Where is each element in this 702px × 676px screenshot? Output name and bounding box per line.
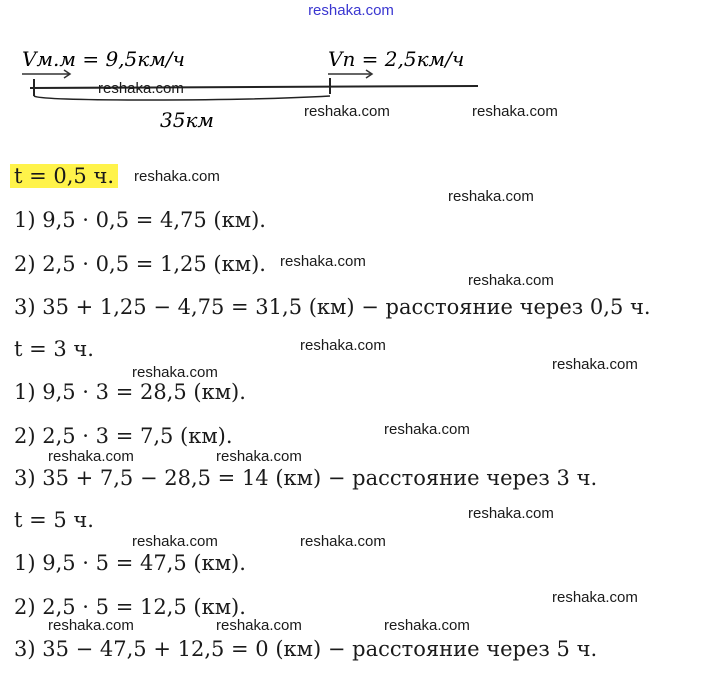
distance-label: 35км: [160, 108, 214, 132]
watermark: reshaka.com: [384, 617, 470, 634]
result-line: 3) 35 + 7,5 − 28,5 = 14 (км) − расстояние через 3 ч.: [14, 466, 598, 490]
result-line: 3) 35 + 1,25 − 4,75 = 31,5 (км) − расстояние через 0,5 ч.: [14, 295, 651, 319]
step-line: 1) 9,5 · 5 = 47,5 (км).: [14, 551, 246, 575]
watermark: reshaka.com: [280, 253, 366, 270]
watermark: reshaka.com: [300, 337, 386, 354]
time-heading-3: t = 5 ч.: [14, 508, 94, 532]
step-line: 2) 2,5 · 5 = 12,5 (км).: [14, 595, 246, 619]
watermark: reshaka.com: [132, 533, 218, 550]
step-line: 2) 2,5 · 0,5 = 1,25 (км).: [14, 252, 266, 276]
watermark: reshaka.com: [48, 448, 134, 465]
watermark: reshaka.com: [468, 272, 554, 289]
speed-left-label: Vм.м = 9,5км/ч: [22, 47, 185, 71]
watermark: reshaka.com: [472, 103, 558, 120]
step-line: 2) 2,5 · 3 = 7,5 (км).: [14, 424, 233, 448]
watermark: reshaka.com: [98, 80, 184, 97]
watermark: reshaka.com: [304, 103, 390, 120]
watermark: reshaka.com: [384, 421, 470, 438]
speed-right-label: Vп = 2,5км/ч: [328, 47, 465, 71]
result-line: 3) 35 − 47,5 + 12,5 = 0 (км) − расстояние через 5 ч.: [14, 637, 598, 661]
motion-sketch: [0, 30, 520, 140]
watermark: reshaka.com: [216, 617, 302, 634]
watermark: reshaka.com: [300, 533, 386, 550]
watermark: reshaka.com: [132, 364, 218, 381]
watermark: reshaka.com: [468, 505, 554, 522]
watermark: reshaka.com: [134, 168, 220, 185]
watermark: reshaka.com: [552, 589, 638, 606]
watermark: reshaka.com: [216, 448, 302, 465]
time-heading-1: t = 0,5 ч.: [10, 164, 118, 188]
time-heading-2: t = 3 ч.: [14, 337, 94, 361]
watermark: reshaka.com: [552, 356, 638, 373]
step-line: 1) 9,5 · 3 = 28,5 (км).: [14, 380, 246, 404]
site-header[interactable]: reshaka.com: [308, 2, 394, 19]
step-line: 1) 9,5 · 0,5 = 4,75 (км).: [14, 208, 266, 232]
watermark: reshaka.com: [48, 617, 134, 634]
watermark: reshaka.com: [448, 188, 534, 205]
